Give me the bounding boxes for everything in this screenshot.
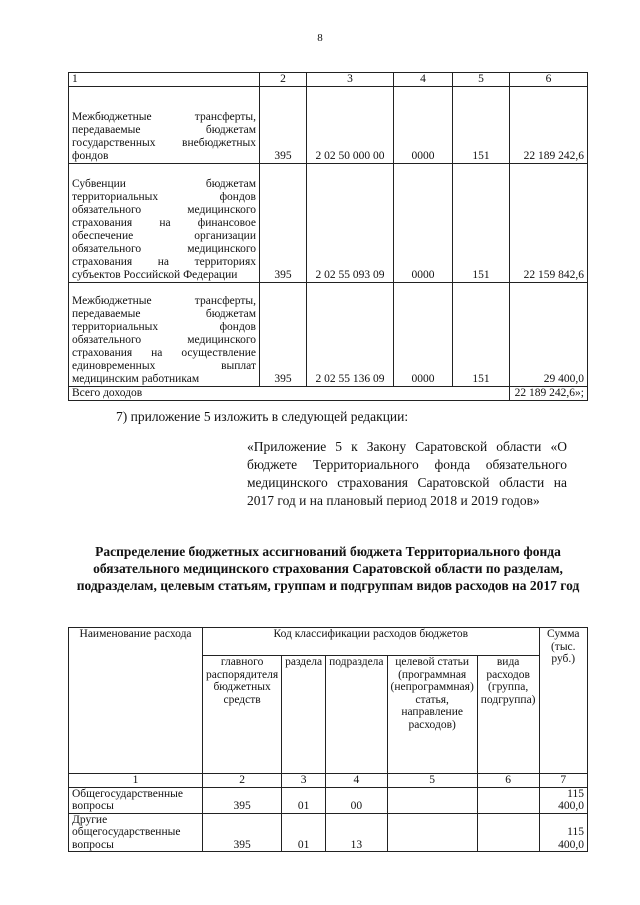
header-name: Наименование расхода — [69, 628, 203, 774]
total-label: Всего доходов — [69, 387, 510, 401]
appendix-reference: «Приложение 5 к Закону Саратовской области «О бюджете Территориального фонда обязательного медицинского страхования Саратовской области на 2017 год и на плановый период 2018 и 2019 годов» — [247, 439, 567, 508]
subheader-cell: целевой статьи (программная (непрограммная) статья, направление расходов) — [387, 656, 477, 774]
row-code: 2 02 50 000 00 — [307, 87, 394, 164]
header-sum: Сумма (тыс. руб.) — [539, 628, 588, 774]
row-amount: 22 159 842,6 — [510, 164, 588, 283]
page-number: 8 — [317, 32, 323, 44]
row-code — [477, 787, 539, 813]
amendment-paragraph: 7) приложение 5 изложить в следующей редакции: — [116, 409, 409, 424]
table-header-row — [69, 73, 588, 87]
row-name: Другие общегосударственные вопросы — [69, 813, 203, 852]
header-code: Код классификации расходов бюджетов — [203, 628, 539, 656]
row-code: 0000 — [394, 87, 453, 164]
subheader-cell: главного распорядителя бюджетных средств — [203, 656, 282, 774]
table-row — [69, 813, 588, 852]
row-code: 0000 — [394, 164, 453, 283]
row-code: 01 — [282, 813, 326, 852]
header-cell: 2 — [260, 73, 307, 87]
table-header-row — [69, 628, 588, 656]
row-name: Межбюджетные трансферты, передаваемые бюджетам территориальных фондов обязательного медицинского страхования на осуществление единовременных выплат медицинским работникам — [69, 283, 260, 387]
header-cell: 6 — [477, 774, 539, 788]
header-cell: 7 — [539, 774, 588, 788]
row-code — [387, 787, 477, 813]
row-code: 151 — [453, 283, 510, 387]
row-code: 395 — [203, 787, 282, 813]
row-code: 2 02 55 093 09 — [307, 164, 394, 283]
row-code: 151 — [453, 87, 510, 164]
row-amount: 22 189 242,6 — [510, 87, 588, 164]
revenue-table — [68, 72, 588, 401]
row-code: 395 — [260, 87, 307, 164]
row-amount: 115 400,0 — [539, 813, 588, 852]
header-cell: 2 — [203, 774, 282, 788]
subheader-cell: раздела — [282, 656, 326, 774]
table-row — [69, 87, 588, 164]
header-cell: 4 — [326, 774, 387, 788]
subheader-cell: вида расходов (группа, подгруппа) — [477, 656, 539, 774]
row-code: 0000 — [394, 283, 453, 387]
row-code: 395 — [203, 813, 282, 852]
row-code: 2 02 55 136 09 — [307, 283, 394, 387]
header-cell: 5 — [387, 774, 477, 788]
row-code: 00 — [326, 787, 387, 813]
column-number-row — [69, 774, 588, 788]
expenditure-table — [68, 627, 588, 852]
row-code — [477, 813, 539, 852]
header-cell: 5 — [453, 73, 510, 87]
subheader-cell: подраздела — [326, 656, 387, 774]
header-cell: 4 — [394, 73, 453, 87]
header-cell: 6 — [510, 73, 588, 87]
table-row — [69, 164, 588, 283]
table-row — [69, 283, 588, 387]
row-code — [387, 813, 477, 852]
row-name: Общегосударственные вопросы — [69, 787, 203, 813]
header-cell: 1 — [69, 774, 203, 788]
section-title: Распределение бюджетных ассигнований бюджета Территориального фонда обязательного медицинского страхования Саратовской области по разделам, подразделам, целевым статьям, группам и подгруппам видов расходов на 2017 год — [76, 544, 580, 593]
header-cell: 3 — [282, 774, 326, 788]
row-name: Межбюджетные трансферты, передаваемые бюджетам государственных внебюджетных фондов — [69, 87, 260, 164]
header-cell: 1 — [69, 73, 260, 87]
total-amount: 22 189 242,6»; — [510, 387, 588, 401]
row-amount: 29 400,0 — [510, 283, 588, 387]
header-cell: 3 — [307, 73, 394, 87]
row-code: 395 — [260, 164, 307, 283]
row-code: 151 — [453, 164, 510, 283]
row-amount: 115 400,0 — [539, 787, 588, 813]
row-code: 01 — [282, 787, 326, 813]
row-name: Субвенции бюджетам территориальных фондов обязательного медицинского страхования на финансовое обеспечение организации обязательного медицинского страхования на территориях субъектов Российской Федерации — [69, 164, 260, 283]
row-code: 395 — [260, 283, 307, 387]
table-row — [69, 787, 588, 813]
total-row — [69, 387, 588, 401]
row-code: 13 — [326, 813, 387, 852]
